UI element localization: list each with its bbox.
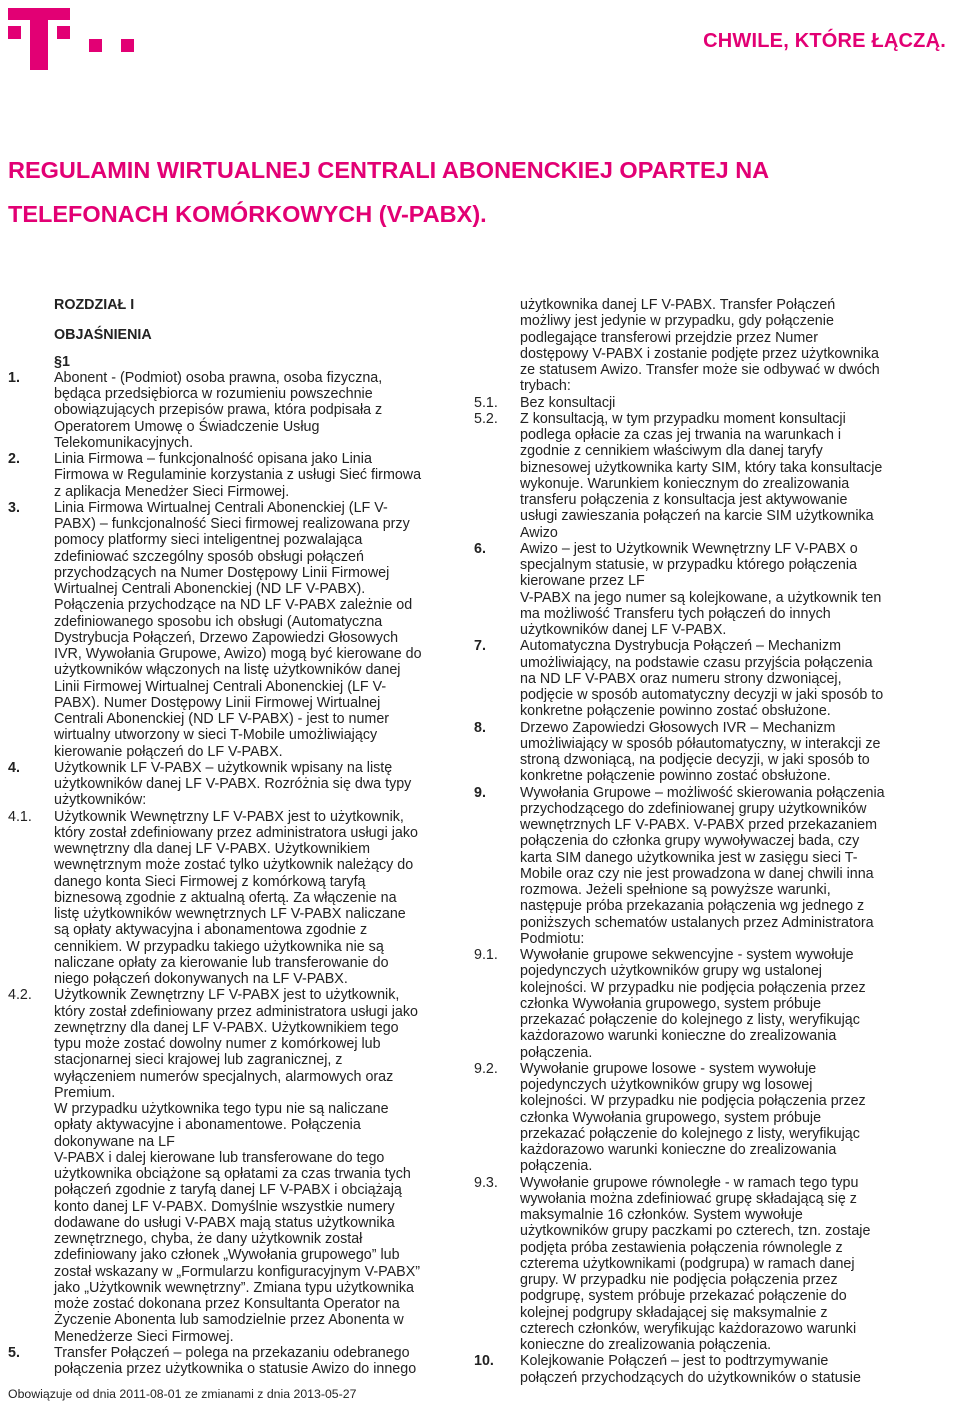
item-text: Bez konsultacji (520, 394, 616, 411)
definition-item (474, 785, 914, 948)
item-text: Drzewo Zapowiedzi Głosowych IVR – Mechanizm umożliwiający w sposób półautomatyczny, w interakcji ze stroną dzwoniącą, na podjęcie decyzji, w jaki sposób to konkretne połączenie powinno zostać obsłużone. (520, 719, 881, 785)
item-text: Użytkownik Zewnętrzny LF V-PABX jest to użytkownik, który został zdefiniowany przez administratora usługi jako zewnętrzny dla danej LF V-PABX. Użytkownikiem tego typu może zostać dowolny numer z komórkowej lub stacjonarnej sieci krajowej lub zagranicznej, z wyłączeniem numerów specjalnych, alarmowych oraz Premium. (54, 987, 418, 1101)
definition-item (8, 370, 448, 451)
item-number: 10. (474, 1353, 494, 1370)
item-number: 3. (8, 499, 20, 516)
definition-item (8, 451, 448, 500)
definition-item (474, 720, 914, 785)
item-text: Abonent - (Podmiot) osoba prawna, osoba fizyczna, będąca przedsiębiorca w rozumieniu powszechnie obowiązujących przepisów prawa, która podpisała z Operatorem Umowę o Świadczenie Usług Telekomunikacyjnych. (54, 369, 383, 451)
definition-subitem (474, 1061, 914, 1175)
item-number: 1. (8, 369, 20, 386)
definition-subitem (474, 395, 914, 411)
document-title: REGULAMIN WIRTUALNEJ CENTRALI ABONENCKIEJ OPARTEJ NA TELEFONACH KOMÓRKOWYCH (V-PABX). (8, 157, 769, 227)
definition-item (474, 1353, 914, 1386)
definition-subitem (8, 809, 448, 988)
chapter-heading: ROZDZIAŁ I (54, 297, 135, 313)
item-number: 5.1. (474, 394, 498, 411)
definition-subitem (474, 1175, 914, 1354)
item-number: 4.1. (8, 808, 32, 825)
item-number: 9.2. (474, 1060, 498, 1077)
item-text: Wywołanie grupowe sekwencyjne - system wywołuje pojedynczych użytkowników grupy wg ustalonej kolejności. W przypadku nie podjęcia połączenia przez członka Wywołania grupowego, system próbuje przekazać połączenie do kolejnego z listy, weryfikując każdorazowo warunki konieczne do zrealizowania połączenia. (520, 947, 866, 1061)
item-text: Użytkownik Wewnętrzny LF V-PABX jest to użytkownik, który został zdefiniowany przez administratora usługi jako wewnętrzny dla danej LF V-PABX. Użytkownikiem wewnętrznym może zostać tylko użytkownik należący do danego konta Sieci Firmowej z komórkową taryfą biznesową zgodnie z aktualną ofertą. Za włączenie na listę użytkowników wewnętrznych LF V-PABX naliczane są opłaty aktywacyjna i abonamentowa zgodnie z cennikiem. W przypadku takiego użytkownika nie są naliczane opłaty za kierowanie lub transferowanie do niego połączeń dokonywanych na LF V-PABX. (54, 808, 418, 987)
item-number: 9.1. (474, 947, 498, 963)
item-number: 4.2. (8, 987, 32, 1004)
item-text: Automatyczna Dystrybucja Połączeń – Mechanizm umożliwiający, na podstawie czasu przyjścia połączenia na ND LF V-PABX oraz numeru strony dzwoniącej, podjęcie w sposób automatyczny decyzji w jaki sposób to konkretne połączenie powinno zostać obsłużone. (520, 638, 884, 720)
t-mobile-logo (8, 8, 136, 70)
item-text: Kolejkowanie Połączeń – jest to podtrzymywanie połączeń przychodzących do użytkowników o statusie (520, 1353, 861, 1386)
item-number: 6. (474, 540, 486, 557)
paragraph-sign: §1 (54, 353, 70, 370)
item-number: 5. (8, 1344, 20, 1361)
item-text: Wywołanie grupowe losowe - system wywołuje pojedynczych użytkowników grupy wg losowej kolejności. W przypadku nie podjęcia połączenia przez członka Wywołania grupowego, system próbuje przekazać połączenie do kolejnego z listy, weryfikując każdorazowo warunki konieczne do zrealizowania połączenia. (520, 1060, 866, 1175)
item-text: Awizo – jest to Użytkownik Wewnętrzny LF V-PABX o specjalnym statusie, w przypadku którego połączenia kierowane przez LF V-PABX na jego numer są kolejkowane, a użytkownik ten ma możliwość Transferu tych połączeń do innych użytkowników danej LF V-PABX. (520, 540, 882, 638)
footer-validity-note: Obowiązuje od dnia 2011-08-01 ze zmianami z dnia 2013-05-27 (8, 1387, 357, 1401)
item-text: Użytkownik LF V-PABX – użytkownik wpisany na listę użytkowników danej LF V-PABX. Rozróżnia się dwa typy użytkowników: (54, 759, 412, 809)
chapter-subtitle: OBJAŚNIENIA (54, 327, 152, 344)
item-text: Wywołanie grupowe równoległe - w ramach tego typu wywołania można zdefiniować grupę składającą się z maksymalnie 16 członków. System wywołuje użytkowników grupy paczkami po czterech, tzn. zostaje podjęta próba zestawienia połączenia równolegle z czterema użytkownikami (podgrupa) w ramach danej grupy. W przypadku nie podjęcia połączenia przez podgrupę, system próbuje przekazać połączenie do kolejnej podgrupy składającej się maksymalnie z czterech członków, weryfikując każdorazowo warunki konieczne do zrealizowania połączenia. (520, 1174, 871, 1353)
left-column (8, 297, 448, 1377)
item-number: 7. (474, 638, 486, 655)
item-text: Transfer Połączeń – polega na przekazaniu odebranego połączenia przez użytkownika o statusie Awizo do innego (54, 1344, 417, 1377)
item-continuation: W przypadku użytkownika tego typu nie są naliczane opłaty aktywacyjne i abonamentowe. Połączenia dokonywane na LF V-PABX i dalej kierowane lub transferowane do tego użytkownika obciążone są opłatami za czas trwania tych połączeń zgodnie z taryfą danej LF V-PABX i obciążają konto danej LF V-PABX. Domyślnie wszystkie numery dodawane do usługi V-PABX mają status użytkownika zewnętrznego, chyba, że dany użytkownik został zdefiniowany jako członek „Wywołania grupowego” lub został wskazany w „Formularzu konfiguracyjnym V-PABX” jako „Użytkownik wewnętrzny”. Zmiana typu użytkownika może zostać dokonana przez Konsultanta Operator na Życzenie Abonenta lub samodzielnie przez Abonenta w Menedżerze Sieci Firmowej. (54, 1101, 421, 1345)
right-column (474, 297, 914, 1386)
item-text: Linia Firmowa Wirtualnej Centrali Abonenckiej (LF V- PABX) – funkcjonalność Sieci firmowej realizowana przy pomocy platformy sieci inteligentnej pozwalająca zdefiniować szczególny sposób obsługi połączeń przychodzących na Numer Dostępowy Linii Firmowej Wirtualnej Centrali Abonenckiej (ND LF V-PABX). Połączenia przychodzące na ND LF V-PABX zależnie od zdefiniowanego sposobu ich obsługi (Automatyczna Dystrybucja Połączeń, Drzewo Zapowiedzi Głosowych IVR, Wywołania Grupowe, Awizo) mogą być kierowane do użytkowników włączonych na listę użytkowników danej Linii Firmowej Wirtualnej Centrali Abonenckiej (LF V- PABX). Numer Dostępowy Linii Firmowej Wirtualnej Centrali Abonenckiej (ND LF V-PABX) - jest to numer wirtualny utworzony w sieci T-Mobile umożliwiający kierowanie połączeń do LF V-PABX. (54, 499, 422, 760)
item-text: Linia Firmowa – funkcjonalność opisana jako Linia Firmowa w Regulaminie korzystania z usługi Sieć firmowa z aplikacja Menedżer Sieci Firmowej. (54, 451, 422, 500)
item-number: 4. (8, 759, 20, 776)
definition-item (474, 638, 914, 719)
definition-subitem (474, 411, 914, 541)
item-text: Wywołania Grupowe – możliwość skierowania połączenia przychodzącego do zdefiniowanej grupy użytkowników wewnętrznych LF V-PABX. V-PABX przed przekazaniem połączenia do członka grupy wywoływaczej bada, czy karta SIM danego użytkownika jest w zasięgu sieci T- Mobile oraz czy nie jest prowadzona w danej chwili inna rozmowa. Jeżeli spełnione są powyższe warunki, następuje próba przekazania połączenia wg jednego z poniższych schematów ustalanych przez Administratora Podmiotu: (520, 784, 885, 947)
definition-item (8, 500, 448, 760)
tagline: CHWILE, KTÓRE ŁĄCZĄ. (703, 30, 946, 52)
item-number: 8. (474, 719, 486, 736)
definition-item (8, 760, 448, 809)
item-number: 2. (8, 451, 20, 467)
definition-subitem (8, 987, 448, 1101)
item-number: 9. (474, 784, 486, 801)
item-continuation: użytkownika danej LF V-PABX. Transfer Połączeń możliwy jest jedynie w przypadku, gdy połączenie podlegające transferowi przejdzie przez Numer dostępowy V-PABX i zostanie podjęte przez użytkownika ze statusem Awizo. Transfer może sie odbywać w dwóch trybach: (520, 297, 880, 395)
item-number: 5.2. (474, 410, 498, 427)
definition-item (474, 541, 914, 639)
definition-item (8, 1345, 448, 1378)
item-text: Z konsultacją, w tym przypadku moment konsultacji podlega opłacie za czas jej trwania na warunkach i zgodnie z cennikiem właściwym dla danej taryfy biznesowej użytkownika karty SIM, który taka konsultacje wykonuje. Warunkiem koniecznym do zrealizowania transferu połączenia z konsultacja jest aktywowanie usługi zawieszania połączeń na karcie SIM użytkownika Awizo (520, 410, 883, 541)
definition-subitem (474, 947, 914, 1061)
item-number: 9.3. (474, 1174, 498, 1191)
